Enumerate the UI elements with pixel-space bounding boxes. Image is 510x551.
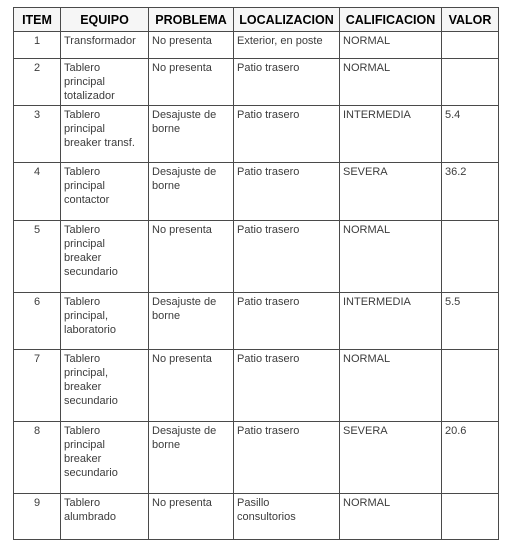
cell-item: 9	[14, 494, 61, 540]
header-localizacion: LOCALIZACION	[234, 8, 340, 32]
cell-problema	[149, 422, 234, 494]
cell-problema-line: borne	[152, 180, 181, 192]
cell-valor	[442, 32, 499, 59]
table-row	[14, 494, 499, 540]
cell-equipo	[61, 32, 149, 59]
cell-equipo	[61, 422, 149, 494]
cell-localizacion	[234, 494, 340, 540]
cell-item: 4	[14, 163, 61, 221]
cell-equipo	[61, 106, 149, 163]
header-valor: VALOR	[442, 8, 499, 32]
cell-localizacion-line: Patio trasero	[237, 296, 300, 308]
cell-equipo-line: Tablero	[64, 109, 101, 121]
cell-item: 1	[14, 32, 61, 59]
cell-localizacion	[234, 350, 340, 422]
cell-problema-line: borne	[152, 310, 181, 322]
cell-problema-line: Desajuste de	[152, 296, 217, 308]
cell-equipo-line: breaker	[64, 252, 102, 264]
cell-problema	[149, 59, 234, 106]
cell-equipo-line: Tablero	[64, 497, 101, 509]
cell-item: 2	[14, 59, 61, 106]
table-row	[14, 32, 499, 59]
cell-equipo	[61, 350, 149, 422]
cell-equipo-line: principal,	[64, 367, 109, 379]
cell-valor	[442, 350, 499, 422]
header-problema: PROBLEMA	[149, 8, 234, 32]
cell-equipo-line: secundario	[64, 467, 118, 479]
cell-equipo-line: Tablero	[64, 296, 101, 308]
cell-item: 5	[14, 221, 61, 293]
cell-problema	[149, 32, 234, 59]
cell-valor	[442, 494, 499, 540]
cell-equipo-line: principal	[64, 238, 105, 250]
cell-equipo-line: Tablero	[64, 166, 101, 178]
cell-equipo-line: Tablero	[64, 62, 101, 74]
cell-problema-line: borne	[152, 439, 181, 451]
cell-item: 6	[14, 293, 61, 350]
cell-equipo-line: principal	[64, 123, 105, 135]
cell-equipo-line: breaker transf.	[64, 137, 135, 149]
cell-problema-line: Desajuste de	[152, 109, 217, 121]
cell-equipo-line: totalizador	[64, 90, 115, 102]
cell-item: 3	[14, 106, 61, 163]
cell-problema	[149, 293, 234, 350]
cell-problema-line: No presenta	[152, 497, 212, 509]
cell-equipo-line: principal	[64, 439, 105, 451]
cell-item: 7	[14, 350, 61, 422]
cell-calificacion: SEVERA	[340, 422, 442, 494]
cell-calificacion: NORMAL	[340, 350, 442, 422]
cell-equipo	[61, 494, 149, 540]
cell-equipo-line: laboratorio	[64, 324, 116, 336]
cell-valor	[442, 59, 499, 106]
cell-calificacion: NORMAL	[340, 32, 442, 59]
cell-valor	[442, 221, 499, 293]
table-row	[14, 293, 499, 350]
cell-problema-line: No presenta	[152, 35, 212, 47]
cell-problema-line: borne	[152, 123, 181, 135]
table-row	[14, 163, 499, 221]
cell-localizacion	[234, 59, 340, 106]
cell-localizacion-line: Patio trasero	[237, 62, 300, 74]
cell-problema	[149, 494, 234, 540]
table-row	[14, 422, 499, 494]
cell-equipo-line: principal	[64, 180, 105, 192]
cell-equipo-line: secundario	[64, 266, 118, 278]
cell-equipo-line: breaker	[64, 381, 102, 393]
cell-localizacion	[234, 293, 340, 350]
cell-localizacion	[234, 221, 340, 293]
cell-equipo-line: principal,	[64, 310, 109, 322]
cell-equipo-line: Tablero	[64, 224, 101, 236]
cell-localizacion-line: Patio trasero	[237, 109, 300, 121]
cell-localizacion	[234, 106, 340, 163]
cell-equipo-line: secundario	[64, 395, 118, 407]
cell-equipo	[61, 221, 149, 293]
cell-valor: 20.6	[442, 422, 499, 494]
cell-calificacion: NORMAL	[340, 494, 442, 540]
cell-equipo	[61, 293, 149, 350]
table-row	[14, 350, 499, 422]
cell-equipo	[61, 163, 149, 221]
cell-calificacion: INTERMEDIA	[340, 293, 442, 350]
cell-equipo	[61, 59, 149, 106]
cell-problema-line: No presenta	[152, 62, 212, 74]
table-header-row	[14, 8, 499, 32]
cell-valor: 36.2	[442, 163, 499, 221]
cell-equipo-line: Tablero	[64, 425, 101, 437]
cell-valor: 5.4	[442, 106, 499, 163]
header-equipo: EQUIPO	[61, 8, 149, 32]
table-row	[14, 59, 499, 106]
cell-localizacion-line: Patio trasero	[237, 353, 300, 365]
cell-equipo-line: alumbrado	[64, 511, 116, 523]
cell-valor: 5.5	[442, 293, 499, 350]
cell-problema	[149, 221, 234, 293]
cell-item: 8	[14, 422, 61, 494]
cell-equipo-line: Tablero	[64, 353, 101, 365]
table-row	[14, 221, 499, 293]
cell-problema-line: No presenta	[152, 353, 212, 365]
cell-localizacion	[234, 32, 340, 59]
cell-localizacion-line: Pasillo	[237, 497, 270, 509]
cell-localizacion-line: Exterior, en poste	[237, 35, 323, 47]
cell-calificacion: NORMAL	[340, 221, 442, 293]
inspection-table	[13, 7, 499, 540]
cell-problema	[149, 106, 234, 163]
cell-equipo-line: Transformador	[64, 35, 136, 47]
cell-equipo-line: breaker	[64, 453, 102, 465]
table-row	[14, 106, 499, 163]
cell-localizacion	[234, 422, 340, 494]
cell-problema-line: Desajuste de	[152, 166, 217, 178]
cell-equipo-line: principal	[64, 76, 105, 88]
cell-calificacion: INTERMEDIA	[340, 106, 442, 163]
cell-problema	[149, 163, 234, 221]
cell-calificacion: SEVERA	[340, 163, 442, 221]
cell-localizacion-line: Patio trasero	[237, 224, 300, 236]
cell-calificacion: NORMAL	[340, 59, 442, 106]
cell-problema-line: Desajuste de	[152, 425, 217, 437]
cell-equipo-line: contactor	[64, 194, 110, 206]
cell-problema	[149, 350, 234, 422]
cell-localizacion	[234, 163, 340, 221]
cell-localizacion-line: Patio trasero	[237, 166, 300, 178]
table-body	[14, 32, 499, 540]
header-item: ITEM	[14, 8, 61, 32]
cell-localizacion-line: Patio trasero	[237, 425, 300, 437]
header-calificacion: CALIFICACION	[340, 8, 442, 32]
cell-problema-line: No presenta	[152, 224, 212, 236]
cell-localizacion-line: consultorios	[237, 511, 296, 523]
